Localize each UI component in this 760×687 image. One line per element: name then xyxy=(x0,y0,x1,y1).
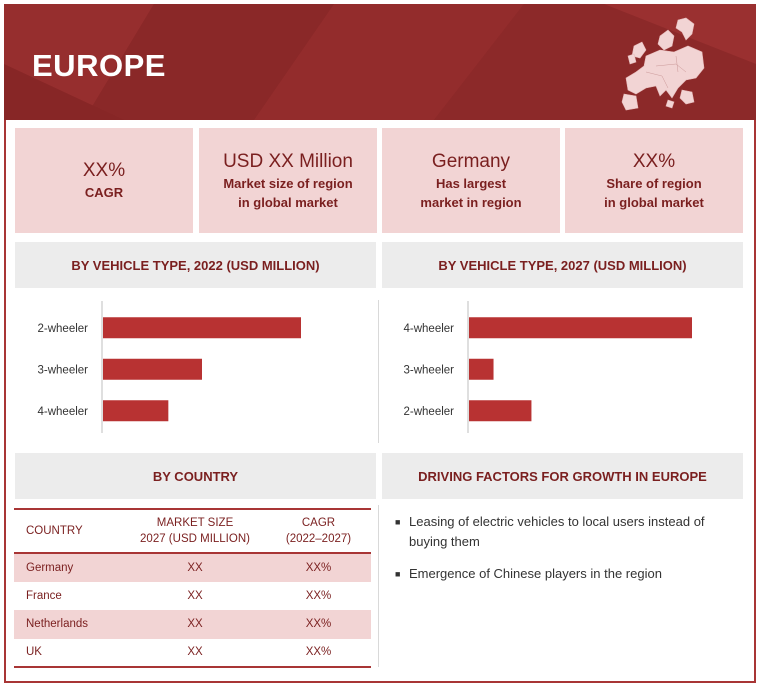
cell-cagr: XX% xyxy=(305,589,332,602)
kpi-label: market in region xyxy=(420,194,522,210)
kpi-label: CAGR xyxy=(84,185,124,200)
kpi-label: in global market xyxy=(604,194,704,210)
bullet-icon: ■ xyxy=(395,569,401,579)
kpi-value: XX% xyxy=(632,150,676,172)
category-label: 2-wheeler xyxy=(403,405,454,418)
bar-3-wheeler xyxy=(469,359,494,380)
column-header: MARKET SIZE 2027 (USD MILLION) xyxy=(124,509,266,553)
cell-country: Netherlands xyxy=(14,610,124,639)
section-title-drivers: DRIVING FACTORS FOR GROWTH IN EUROPE xyxy=(382,453,743,499)
kpi-label: in global market xyxy=(238,194,338,210)
cell-cagr: XX% xyxy=(266,639,371,668)
list-item: ■ Leasing of electric vehicles to local users instead of buying them xyxy=(395,514,705,549)
vehicle-2022-bar-chart xyxy=(15,295,376,443)
cell-market-size: XX xyxy=(124,553,266,582)
cell-market-size: XX xyxy=(187,589,203,602)
cell-market-size: XX xyxy=(124,610,266,639)
category-label: 4-wheeler xyxy=(403,322,454,335)
vehicle-2027-bar-chart xyxy=(382,295,743,443)
kpi-value: USD XX Million xyxy=(223,150,353,172)
cell-cagr: XX% xyxy=(266,610,371,639)
driving-factors-list xyxy=(393,512,753,596)
table-row xyxy=(14,553,371,582)
kpi-market-size xyxy=(199,128,377,233)
cell-country: France xyxy=(26,589,62,602)
section-title-vehicle-2027: BY VEHICLE TYPE, 2027 (USD MILLION) xyxy=(382,242,743,288)
table-row xyxy=(14,639,371,668)
column-header: CAGR (2022–2027) xyxy=(266,509,371,553)
kpi-label: Share of region xyxy=(606,175,702,191)
table-row xyxy=(14,582,371,611)
cell-country: UK xyxy=(14,639,124,668)
divider xyxy=(378,505,379,667)
bar-2-wheeler xyxy=(103,317,301,338)
section-title-vehicle-2022: BY VEHICLE TYPE, 2022 (USD MILLION) xyxy=(15,242,376,288)
category-label: 3-wheeler xyxy=(403,364,454,377)
bullet-icon: ■ xyxy=(395,517,401,527)
category-label: 4-wheeler xyxy=(37,405,88,418)
category-label: 3-wheeler xyxy=(37,364,88,377)
column-header: COUNTRY xyxy=(14,509,124,553)
kpi-cagr xyxy=(15,128,193,233)
europe-map-icon xyxy=(616,16,708,112)
table-header-row xyxy=(14,509,371,553)
page-title: EUROPE xyxy=(32,48,166,83)
bar-3-wheeler xyxy=(103,359,202,380)
bar-4-wheeler xyxy=(103,400,168,421)
header-banner xyxy=(4,4,756,120)
category-label: 2-wheeler xyxy=(37,322,88,335)
kpi-share xyxy=(565,128,743,233)
country-table xyxy=(14,508,371,668)
section-title-country: BY COUNTRY xyxy=(15,453,376,499)
kpi-value: XX% xyxy=(82,160,126,181)
table-row xyxy=(14,610,371,639)
bar-2-wheeler xyxy=(469,400,531,421)
kpi-value: Germany xyxy=(431,150,511,172)
cell-country: Germany xyxy=(14,553,124,582)
bar-4-wheeler xyxy=(469,317,692,338)
divider xyxy=(378,300,379,443)
cell-market-size: XX xyxy=(124,639,266,668)
kpi-label: Has largest xyxy=(435,175,507,191)
list-item: ■ Emergence of Chinese players in the region xyxy=(393,564,753,584)
kpi-largest-market xyxy=(382,128,560,233)
cell-cagr: XX% xyxy=(266,553,371,582)
kpi-label: Market size of region xyxy=(223,175,353,191)
